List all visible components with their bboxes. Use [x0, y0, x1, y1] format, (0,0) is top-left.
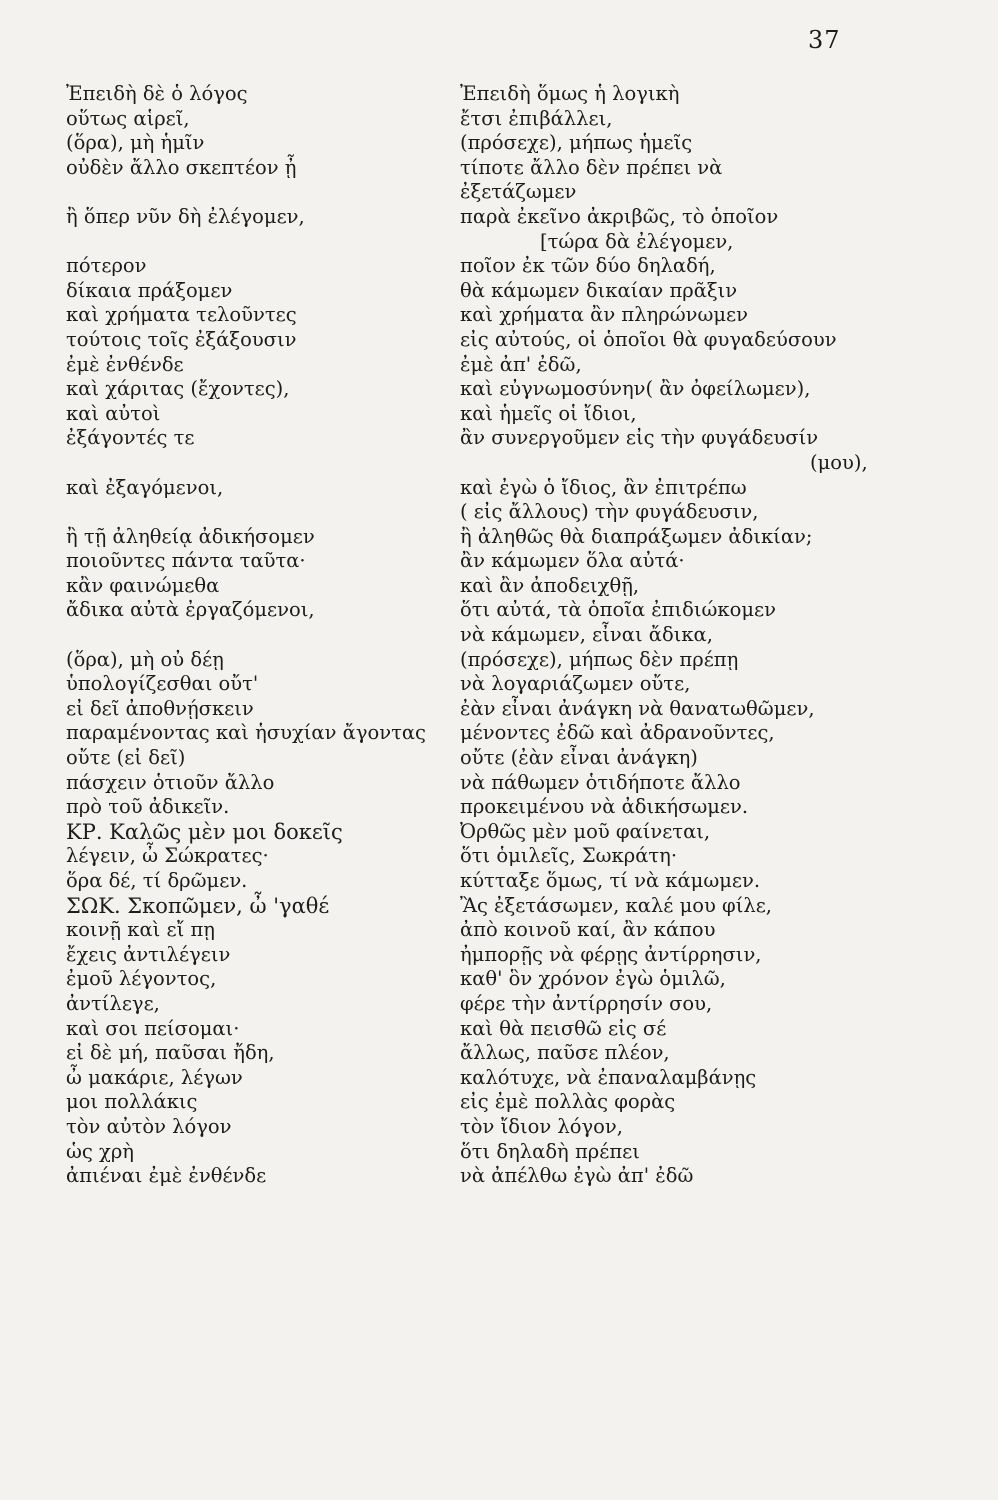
text-line	[0, 303, 998, 328]
modern-greek-line: ὅτι ὁμιλεῖς, Σωκράτη·	[460, 844, 678, 868]
modern-greek-line: εἰς αὐτούς, οἱ ὁποῖοι θὰ φυγαδεύσουν	[460, 327, 837, 351]
text-line	[0, 525, 998, 550]
ancient-greek-line: (ὅρα), μὴ ἡμῖν	[66, 131, 205, 155]
page-number: 37	[808, 26, 841, 54]
modern-greek-line: καθ' ὃν χρόνον ἐγὼ ὁμιλῶ,	[460, 967, 726, 991]
text-line	[0, 549, 998, 574]
text-line	[0, 1066, 998, 1091]
modern-greek-line: ( εἰς ἄλλους) τὴν φυγάδευσιν,	[460, 500, 759, 524]
ancient-greek-line: τούτοις τοῖς ἐξάξουσιν	[66, 327, 297, 351]
modern-greek-line: νὰ πάθωμεν ὁτιδήποτε ἄλλο	[460, 770, 741, 794]
ancient-greek-line: ὡς χρὴ	[66, 1139, 134, 1163]
ancient-greek-line: παραμένοντας καὶ ἡσυχίαν ἄγοντας	[66, 721, 426, 745]
modern-greek-line: ἄλλως, παῦσε πλέον,	[460, 1041, 670, 1065]
text-line	[0, 894, 998, 919]
ancient-greek-line: Ἐπειδὴ δὲ ὁ λόγος	[66, 82, 248, 105]
text-line	[0, 672, 998, 697]
modern-greek-line: μένοντες ἐδῶ καὶ ἀδρανοῦντες,	[460, 721, 775, 745]
ancient-greek-line: κοινῇ καὶ εἴ πῃ	[66, 918, 215, 942]
modern-greek-line: ἐὰν εἶναι ἀνάγκη νὰ θανατωθῶμεν,	[460, 696, 815, 720]
modern-greek-line: κύτταξε ὅμως, τί νὰ κάμωμεν.	[460, 869, 761, 892]
text-line	[0, 992, 998, 1017]
text-line	[0, 1090, 998, 1115]
modern-greek-line: νὰ κάμωμεν, εἶναι ἄδικα,	[460, 623, 713, 647]
modern-greek-line: Ἂς ἐξετάσωμεν, καλέ μου φίλε,	[460, 893, 772, 917]
modern-greek-line: καὶ χρήματα ἂν πληρώνωμεν	[460, 303, 748, 327]
text-line	[0, 820, 998, 845]
text-line	[0, 795, 998, 820]
modern-greek-line: καὶ ἂν ἀποδειχθῇ,	[460, 573, 640, 597]
modern-greek-line: τὸν ἴδιον λόγον,	[460, 1114, 623, 1138]
ancient-greek-line: δίκαια πράξομεν	[66, 278, 233, 302]
text-line	[0, 844, 998, 869]
modern-greek-line: παρὰ ἐκεῖνο ἀκριβῶς, τὸ ὁποῖον	[460, 204, 779, 228]
ancient-greek-line: εἰ δεῖ ἀποθνῄσκειν	[66, 696, 254, 720]
modern-greek-line: ἔτσι ἐπιβάλλει,	[460, 106, 613, 130]
text-line	[0, 1140, 998, 1165]
ancient-greek-line: καὶ αὐτοὶ	[66, 401, 161, 425]
text-line	[0, 180, 998, 205]
ancient-greek-line: ΣΩΚ. Σκοπῶμεν, ὦ 'γαθέ	[66, 893, 330, 918]
modern-greek-line: (πρόσεχε), μήπως ἡμεῖς	[460, 131, 693, 155]
modern-greek-line: τίποτε ἄλλο δὲν πρέπει νὰ	[460, 155, 723, 179]
ancient-greek-line: ποιοῦντες πάντα ταῦτα·	[66, 549, 306, 573]
modern-greek-line: ἀπὸ κοινοῦ καί, ἂν κάπου	[460, 918, 716, 942]
modern-greek-line: καλότυχε, νὰ ἐπαναλαμβάνῃς	[460, 1065, 757, 1089]
modern-greek-line: καὶ ἡμεῖς οἱ ἴδιοι,	[460, 401, 637, 425]
ancient-greek-line: ἔχεις ἀντιλέγειν	[66, 942, 231, 966]
text-line	[0, 500, 998, 525]
text-line	[0, 107, 998, 132]
ancient-greek-line: εἰ δὲ μή, παῦσαι ἤδη,	[66, 1041, 275, 1065]
ancient-greek-line: ἐμὲ ἐνθένδε	[66, 352, 184, 376]
text-line	[0, 426, 998, 451]
ancient-greek-line: μοι πολλάκις	[66, 1090, 198, 1114]
text-line	[0, 721, 998, 746]
ancient-greek-line: ἄδικα αὐτὰ ἐργαζόμενοι,	[66, 598, 315, 622]
modern-greek-line: νὰ ἀπέλθω ἐγὼ ἀπ' ἐδῶ	[460, 1164, 694, 1188]
text-line	[0, 353, 998, 378]
ancient-greek-line: πότερον	[66, 254, 147, 278]
ancient-greek-line: ἢ τῇ ἀληθείᾳ ἀδικήσομεν	[66, 524, 315, 548]
text-line	[0, 967, 998, 992]
modern-greek-line: θὰ κάμωμεν δικαίαν πρᾶξιν	[460, 278, 738, 302]
text-line	[0, 697, 998, 722]
modern-greek-line: Ἐπειδὴ ὅμως ἡ λογικὴ	[460, 82, 680, 105]
text-line	[0, 82, 998, 107]
modern-greek-line: νὰ λογαριάζωμεν οὔτε,	[460, 672, 691, 696]
modern-greek-line: ἐξετάζωμεν	[460, 180, 577, 204]
modern-greek-line: φέρε τὴν ἀντίρρησίν σου,	[460, 991, 713, 1015]
modern-greek-line: ὅτι δηλαδὴ πρέπει	[460, 1139, 640, 1163]
modern-greek-line: ἂν κάμωμεν ὅλα αὐτά·	[460, 549, 685, 573]
ancient-greek-line: ἀντίλεγε,	[66, 991, 160, 1015]
text-line	[0, 1115, 998, 1140]
modern-greek-line: εἰς ἐμὲ πολλὰς φορὰς	[460, 1090, 676, 1114]
modern-greek-line: ποῖον ἐκ τῶν δύο δηλαδή,	[460, 254, 716, 278]
text-line	[0, 451, 998, 476]
ancient-greek-line: οὐδὲν ἄλλο σκεπτέον ᾖ	[66, 155, 297, 179]
text-line	[0, 328, 998, 353]
ancient-greek-line: ἀπιέναι ἐμὲ ἐνθένδε	[66, 1164, 267, 1188]
modern-greek-line: καὶ θὰ πεισθῶ εἰς σέ	[460, 1016, 667, 1040]
ancient-greek-line: (ὅρα), μὴ οὐ δέῃ	[66, 647, 224, 671]
modern-greek-line: [τώρα δὰ ἐλέγομεν,	[540, 229, 734, 253]
text-line	[0, 598, 998, 623]
text-line	[0, 156, 998, 181]
ancient-greek-line: καὶ ἐξαγόμενοι,	[66, 475, 224, 499]
text-line	[0, 746, 998, 771]
text-line	[0, 1017, 998, 1042]
text-line	[0, 377, 998, 402]
text-line	[0, 254, 998, 279]
text-line	[0, 943, 998, 968]
modern-greek-line: καὶ εὐγνωμοσύνην( ἂν ὀφείλωμεν),	[460, 377, 811, 401]
text-line	[0, 230, 998, 255]
ancient-greek-line: πρὸ τοῦ ἀδικεῖν.	[66, 795, 230, 819]
ancient-greek-line: κἂν φαινώμεθα	[66, 573, 220, 597]
text-line	[0, 623, 998, 648]
modern-greek-line: ὅτι αὐτά, τὰ ὁποῖα ἐπιδιώκομεν	[460, 598, 776, 622]
ancient-greek-line: λέγειν, ὦ Σώκρατες·	[66, 844, 269, 868]
text-line	[0, 648, 998, 673]
ancient-greek-line: ἢ ὅπερ νῦν δὴ ἐλέγομεν,	[66, 204, 305, 228]
ancient-greek-line: καὶ χρήματα τελοῦντες	[66, 303, 297, 327]
modern-greek-line: καὶ ἐγὼ ὁ ἴδιος, ἂν ἐπιτρέπω	[460, 475, 747, 499]
ancient-greek-line: καὶ σοι πείσομαι·	[66, 1016, 240, 1040]
ancient-greek-line: ἐξάγοντές τε	[66, 426, 195, 450]
modern-greek-line: (πρόσεχε), μήπως δὲν πρέπῃ	[460, 647, 739, 671]
ancient-greek-line: ὦ μακάριε, λέγων	[66, 1065, 243, 1089]
text-line	[0, 279, 998, 304]
text-line	[0, 205, 998, 230]
modern-greek-line: προκειμένου νὰ ἀδικήσωμεν.	[460, 795, 749, 819]
modern-greek-continuation: (μου),	[810, 450, 868, 474]
text-line	[0, 1164, 998, 1189]
text-line	[0, 918, 998, 943]
modern-greek-line: ἐμὲ ἀπ' ἐδῶ,	[460, 352, 582, 376]
ancient-greek-line: ἐμοῦ λέγοντος,	[66, 967, 217, 991]
text-line	[0, 1041, 998, 1066]
ancient-greek-line: οὔτε (εἰ δεῖ)	[66, 746, 186, 770]
ancient-greek-line: ὑπολογίζεσθαι οὔτ'	[66, 672, 259, 696]
ancient-greek-line: τὸν αὐτὸν λόγον	[66, 1114, 232, 1138]
ancient-greek-line: ΚΡ. Καλῶς μὲν μοι δοκεῖς	[66, 819, 343, 844]
ancient-greek-line: ὅρα δέ, τί δρῶμεν.	[66, 869, 248, 892]
text-line	[0, 869, 998, 894]
modern-greek-line: οὔτε (ἐὰν εἶναι ἀνάγκη)	[460, 746, 698, 770]
bilingual-text	[0, 82, 998, 1189]
text-line	[0, 574, 998, 599]
modern-greek-line: ἂν συνεργοῦμεν εἰς τὴν φυγάδευσίν	[460, 426, 819, 450]
text-line	[0, 131, 998, 156]
modern-greek-line: Ὀρθῶς μὲν μοῦ φαίνεται,	[460, 819, 711, 843]
modern-greek-line: ἢ ἀληθῶς θὰ διαπράξωμεν ἀδικίαν;	[460, 524, 813, 548]
modern-greek-line: ἠμπορῇς νὰ φέρῃς ἀντίρρησιν,	[460, 942, 762, 966]
text-line	[0, 771, 998, 796]
ancient-greek-line: πάσχειν ὁτιοῦν ἄλλο	[66, 770, 275, 794]
text-line	[0, 402, 998, 427]
ancient-greek-line: καὶ χάριτας (ἔχοντες),	[66, 377, 290, 401]
text-line	[0, 476, 998, 501]
ancient-greek-line: οὕτως αἱρεῖ,	[66, 106, 190, 130]
